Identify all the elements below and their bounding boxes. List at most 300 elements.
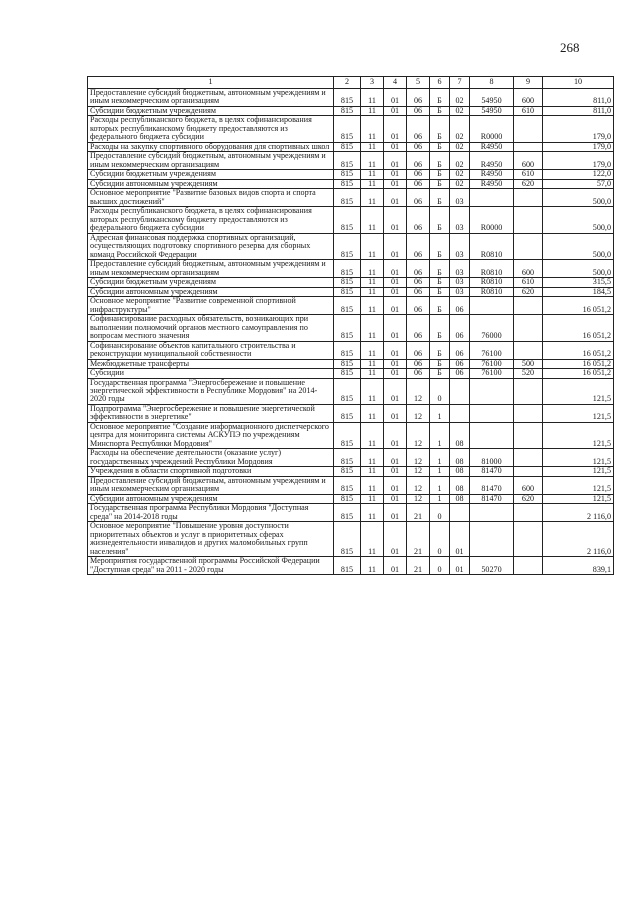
table-row xyxy=(88,369,614,378)
subsection-code-cell: 01 xyxy=(384,494,407,503)
direction-code-cell xyxy=(470,504,514,522)
activity-code-cell: 02 xyxy=(450,152,470,170)
subprogram-code-cell: Б xyxy=(430,89,450,107)
program-code-cell: 06 xyxy=(407,116,430,142)
program-code-cell: 06 xyxy=(407,341,430,359)
direction-code-cell: 50270 xyxy=(470,557,514,575)
direction-code-cell: R0810 xyxy=(470,287,514,296)
program-code-cell: 06 xyxy=(407,297,430,315)
activity-code-cell: 03 xyxy=(450,189,470,207)
budget-table xyxy=(87,76,614,575)
subprogram-code-cell: 1 xyxy=(430,476,450,494)
item-name-cell: Мероприятия государственной программы Российской Федерации "Доступная среда" на 2011 - 2020 годы xyxy=(88,557,334,575)
amount-cell: 16 051,2 xyxy=(543,297,614,315)
program-code-cell: 21 xyxy=(407,504,430,522)
direction-code-cell: 54950 xyxy=(470,106,514,115)
program-code-cell: 12 xyxy=(407,467,430,476)
table-row xyxy=(88,522,614,557)
item-name-cell: Софинансирование расходных обязательств, возникающих при выполнении полномочий органов местного самоуправления по вопросам местного значения xyxy=(88,315,334,341)
ministry-code-cell: 815 xyxy=(334,449,361,467)
expense-type-code-cell xyxy=(514,422,543,448)
subsection-code-cell: 01 xyxy=(384,341,407,359)
subprogram-code-cell: Б xyxy=(430,233,450,259)
ministry-code-cell: 815 xyxy=(334,89,361,107)
expense-type-code-cell: 600 xyxy=(514,260,543,278)
program-code-cell: 06 xyxy=(407,207,430,233)
amount-cell: 121,5 xyxy=(543,449,614,467)
subsection-code-cell: 01 xyxy=(384,297,407,315)
program-code-cell: 21 xyxy=(407,557,430,575)
ministry-code-cell: 815 xyxy=(334,494,361,503)
amount-cell: 839,1 xyxy=(543,557,614,575)
table-row xyxy=(88,142,614,151)
table-row xyxy=(88,449,614,467)
table-row xyxy=(88,494,614,503)
subsection-code-cell: 01 xyxy=(384,189,407,207)
item-name-cell: Предоставление субсидий бюджетным, автономным учреждениям и иным некоммерческим организациям xyxy=(88,89,334,107)
ministry-code-cell: 815 xyxy=(334,233,361,259)
item-name-cell: Субсидии бюджетным учреждениям xyxy=(88,278,334,287)
expense-type-code-cell: 620 xyxy=(514,179,543,188)
item-name-cell: Софинансирование объектов капитального строительства и реконструкции муниципальной собственности xyxy=(88,341,334,359)
activity-code-cell: 03 xyxy=(450,287,470,296)
activity-code-cell: 02 xyxy=(450,106,470,115)
item-name-cell: Основное мероприятие "Развитие современной спортивной инфраструктуры" xyxy=(88,297,334,315)
amount-cell: 2 116,0 xyxy=(543,522,614,557)
direction-code-cell: 76000 xyxy=(470,315,514,341)
direction-code-cell xyxy=(470,378,514,404)
program-code-cell: 06 xyxy=(407,170,430,179)
item-name-cell: Субсидии бюджетным учреждениям xyxy=(88,170,334,179)
program-code-cell: 06 xyxy=(407,142,430,151)
table-row xyxy=(88,179,614,188)
subprogram-code-cell: Б xyxy=(430,260,450,278)
item-name-cell: Предоставление субсидий бюджетным, автономным учреждениям и иным некоммерческим организациям xyxy=(88,152,334,170)
column-header: 7 xyxy=(450,77,470,89)
activity-code-cell: 08 xyxy=(450,467,470,476)
direction-code-cell: 81470 xyxy=(470,476,514,494)
activity-code-cell: 01 xyxy=(450,522,470,557)
amount-cell: 500,0 xyxy=(543,207,614,233)
subsection-code-cell: 01 xyxy=(384,369,407,378)
amount-cell: 121,5 xyxy=(543,476,614,494)
direction-code-cell: R0810 xyxy=(470,233,514,259)
table-row xyxy=(88,287,614,296)
ministry-code-cell: 815 xyxy=(334,278,361,287)
column-header: 1 xyxy=(88,77,334,89)
item-name-cell: Подпрограмма "Энергосбережение и повышение энергетической эффективности в энергетике" xyxy=(88,404,334,422)
section-code-cell: 11 xyxy=(361,106,384,115)
activity-code-cell xyxy=(450,378,470,404)
expense-type-code-cell xyxy=(514,404,543,422)
subprogram-code-cell: 1 xyxy=(430,494,450,503)
section-code-cell: 11 xyxy=(361,278,384,287)
table-row xyxy=(88,422,614,448)
table-row xyxy=(88,106,614,115)
direction-code-cell: 81000 xyxy=(470,449,514,467)
table-row xyxy=(88,207,614,233)
item-name-cell: Субсидии автономным учреждениям xyxy=(88,287,334,296)
direction-code-cell: 76100 xyxy=(470,359,514,368)
amount-cell: 179,0 xyxy=(543,142,614,151)
column-header: 10 xyxy=(543,77,614,89)
direction-code-cell xyxy=(470,297,514,315)
activity-code-cell: 03 xyxy=(450,260,470,278)
program-code-cell: 06 xyxy=(407,106,430,115)
activity-code-cell: 08 xyxy=(450,494,470,503)
expense-type-code-cell: 500 xyxy=(514,359,543,368)
subprogram-code-cell: Б xyxy=(430,287,450,296)
subprogram-code-cell: 0 xyxy=(430,522,450,557)
section-code-cell: 11 xyxy=(361,404,384,422)
activity-code-cell: 06 xyxy=(450,359,470,368)
subsection-code-cell: 01 xyxy=(384,404,407,422)
ministry-code-cell: 815 xyxy=(334,378,361,404)
table-row xyxy=(88,278,614,287)
ministry-code-cell: 815 xyxy=(334,422,361,448)
amount-cell: 57,0 xyxy=(543,179,614,188)
item-name-cell: Основное мероприятие "Повышение уровня доступности приоритетных объектов и услуг в приоритетных сферах жизнедеятельности инвалидов и других маломобильных групп населения" xyxy=(88,522,334,557)
subsection-code-cell: 01 xyxy=(384,467,407,476)
subprogram-code-cell: 1 xyxy=(430,449,450,467)
activity-code-cell: 08 xyxy=(450,422,470,448)
ministry-code-cell: 815 xyxy=(334,359,361,368)
table-row xyxy=(88,476,614,494)
program-code-cell: 06 xyxy=(407,278,430,287)
expense-type-code-cell xyxy=(514,467,543,476)
subprogram-code-cell: 1 xyxy=(430,422,450,448)
item-name-cell: Субсидии xyxy=(88,369,334,378)
direction-code-cell: R0000 xyxy=(470,116,514,142)
expense-type-code-cell xyxy=(514,315,543,341)
amount-cell: 121,5 xyxy=(543,378,614,404)
item-name-cell: Основное мероприятие "Создание информационного диспетчерского центра для мониторинга системы АСКУПЭ по учреждениям Минспорта Республики Мордовия" xyxy=(88,422,334,448)
expense-type-code-cell: 610 xyxy=(514,278,543,287)
item-name-cell: Государственная программа "Энергосбережение и повышение энергетической эффективности в Республике Мордовия" на 2014-2020 годы xyxy=(88,378,334,404)
program-code-cell: 06 xyxy=(407,260,430,278)
program-code-cell: 06 xyxy=(407,89,430,107)
program-code-cell: 06 xyxy=(407,152,430,170)
amount-cell: 121,5 xyxy=(543,422,614,448)
section-code-cell: 11 xyxy=(361,152,384,170)
table-row xyxy=(88,315,614,341)
activity-code-cell: 03 xyxy=(450,278,470,287)
program-code-cell: 06 xyxy=(407,233,430,259)
section-code-cell: 11 xyxy=(361,170,384,179)
section-code-cell: 11 xyxy=(361,207,384,233)
ministry-code-cell: 815 xyxy=(334,106,361,115)
expense-type-code-cell xyxy=(514,504,543,522)
section-code-cell: 11 xyxy=(361,179,384,188)
activity-code-cell: 06 xyxy=(450,297,470,315)
ministry-code-cell: 815 xyxy=(334,341,361,359)
section-code-cell: 11 xyxy=(361,189,384,207)
direction-code-cell: 81470 xyxy=(470,494,514,503)
expense-type-code-cell xyxy=(514,189,543,207)
expense-type-code-cell: 610 xyxy=(514,106,543,115)
item-name-cell: Основное мероприятие "Развитие базовых видов спорта и спорта высших достижений" xyxy=(88,189,334,207)
item-name-cell: Субсидии автономным учреждениям xyxy=(88,494,334,503)
subsection-code-cell: 01 xyxy=(384,378,407,404)
column-header: 5 xyxy=(407,77,430,89)
program-code-cell: 12 xyxy=(407,494,430,503)
item-name-cell: Расходы на обеспечение деятельности (оказание услуг) государственных учреждений Республики Мордовия xyxy=(88,449,334,467)
expense-type-code-cell: 520 xyxy=(514,369,543,378)
direction-code-cell xyxy=(470,422,514,448)
ministry-code-cell: 815 xyxy=(334,189,361,207)
section-code-cell: 11 xyxy=(361,315,384,341)
subprogram-code-cell: 0 xyxy=(430,378,450,404)
subsection-code-cell: 01 xyxy=(384,422,407,448)
section-code-cell: 11 xyxy=(361,359,384,368)
subprogram-code-cell: Б xyxy=(430,359,450,368)
expense-type-code-cell xyxy=(514,297,543,315)
program-code-cell: 12 xyxy=(407,404,430,422)
direction-code-cell: 76100 xyxy=(470,341,514,359)
ministry-code-cell: 815 xyxy=(334,297,361,315)
ministry-code-cell: 815 xyxy=(334,557,361,575)
direction-code-cell xyxy=(470,522,514,557)
amount-cell: 500,0 xyxy=(543,233,614,259)
direction-code-cell xyxy=(470,404,514,422)
table-row xyxy=(88,233,614,259)
direction-code-cell: R0810 xyxy=(470,278,514,287)
amount-cell: 16 051,2 xyxy=(543,341,614,359)
amount-cell: 121,5 xyxy=(543,494,614,503)
section-code-cell: 11 xyxy=(361,378,384,404)
subsection-code-cell: 01 xyxy=(384,233,407,259)
activity-code-cell: 03 xyxy=(450,233,470,259)
table-row xyxy=(88,557,614,575)
ministry-code-cell: 815 xyxy=(334,207,361,233)
subprogram-code-cell: Б xyxy=(430,207,450,233)
amount-cell: 500,0 xyxy=(543,260,614,278)
amount-cell: 16 051,2 xyxy=(543,359,614,368)
subprogram-code-cell: Б xyxy=(430,142,450,151)
amount-cell: 179,0 xyxy=(543,116,614,142)
subsection-code-cell: 01 xyxy=(384,260,407,278)
amount-cell: 16 051,2 xyxy=(543,369,614,378)
program-code-cell: 06 xyxy=(407,369,430,378)
item-name-cell: Расходы на закупку спортивного оборудования для спортивных школ xyxy=(88,142,334,151)
column-header: 2 xyxy=(334,77,361,89)
activity-code-cell: 06 xyxy=(450,369,470,378)
header-row xyxy=(88,77,614,89)
subsection-code-cell: 01 xyxy=(384,179,407,188)
direction-code-cell: R4950 xyxy=(470,179,514,188)
table-row xyxy=(88,152,614,170)
section-code-cell: 11 xyxy=(361,522,384,557)
expense-type-code-cell: 600 xyxy=(514,152,543,170)
subsection-code-cell: 01 xyxy=(384,207,407,233)
table-row xyxy=(88,170,614,179)
subprogram-code-cell: Б xyxy=(430,341,450,359)
item-name-cell: Межбюджетные трансферты xyxy=(88,359,334,368)
subprogram-code-cell: Б xyxy=(430,170,450,179)
activity-code-cell: 03 xyxy=(450,207,470,233)
activity-code-cell: 02 xyxy=(450,170,470,179)
subsection-code-cell: 01 xyxy=(384,504,407,522)
section-code-cell: 11 xyxy=(361,504,384,522)
expense-type-code-cell xyxy=(514,233,543,259)
program-code-cell: 06 xyxy=(407,189,430,207)
item-name-cell: Государственная программа Республики Мордовия "Доступная среда" на 2014-2018 годы xyxy=(88,504,334,522)
program-code-cell: 06 xyxy=(407,287,430,296)
subsection-code-cell: 01 xyxy=(384,522,407,557)
table-row xyxy=(88,89,614,107)
subprogram-code-cell: Б xyxy=(430,278,450,287)
subsection-code-cell: 01 xyxy=(384,142,407,151)
subsection-code-cell: 01 xyxy=(384,278,407,287)
program-code-cell: 12 xyxy=(407,449,430,467)
activity-code-cell xyxy=(450,504,470,522)
section-code-cell: 11 xyxy=(361,494,384,503)
ministry-code-cell: 815 xyxy=(334,170,361,179)
table-row xyxy=(88,116,614,142)
page-number: 268 xyxy=(560,40,580,55)
direction-code-cell xyxy=(470,189,514,207)
ministry-code-cell: 815 xyxy=(334,404,361,422)
table-row xyxy=(88,467,614,476)
table-row xyxy=(88,189,614,207)
direction-code-cell: R4950 xyxy=(470,142,514,151)
ministry-code-cell: 815 xyxy=(334,152,361,170)
expense-type-code-cell xyxy=(514,116,543,142)
section-code-cell: 11 xyxy=(361,142,384,151)
activity-code-cell: 02 xyxy=(450,142,470,151)
subprogram-code-cell: 1 xyxy=(430,467,450,476)
ministry-code-cell: 815 xyxy=(334,142,361,151)
direction-code-cell: 54950 xyxy=(470,89,514,107)
section-code-cell: 11 xyxy=(361,297,384,315)
subprogram-code-cell: Б xyxy=(430,315,450,341)
column-header: 6 xyxy=(430,77,450,89)
direction-code-cell: R4950 xyxy=(470,152,514,170)
subsection-code-cell: 01 xyxy=(384,557,407,575)
table-row xyxy=(88,297,614,315)
ministry-code-cell: 815 xyxy=(334,369,361,378)
subprogram-code-cell: Б xyxy=(430,297,450,315)
section-code-cell: 11 xyxy=(361,476,384,494)
subprogram-code-cell: Б xyxy=(430,116,450,142)
item-name-cell: Субсидии автономным учреждениям xyxy=(88,179,334,188)
expense-type-code-cell: 600 xyxy=(514,476,543,494)
subsection-code-cell: 01 xyxy=(384,116,407,142)
program-code-cell: 12 xyxy=(407,378,430,404)
item-name-cell: Предоставление субсидий бюджетным, автономным учреждениям и иным некоммерческим организациям xyxy=(88,260,334,278)
amount-cell: 121,5 xyxy=(543,404,614,422)
program-code-cell: 06 xyxy=(407,359,430,368)
item-name-cell: Расходы республиканского бюджета, в целях софинансирования которых республиканскому бюджету предоставляются из федерального бюджета субсидии xyxy=(88,116,334,142)
table-row xyxy=(88,404,614,422)
ministry-code-cell: 815 xyxy=(334,504,361,522)
subsection-code-cell: 01 xyxy=(384,315,407,341)
ministry-code-cell: 815 xyxy=(334,116,361,142)
activity-code-cell xyxy=(450,404,470,422)
activity-code-cell: 06 xyxy=(450,315,470,341)
section-code-cell: 11 xyxy=(361,341,384,359)
amount-cell: 16 051,2 xyxy=(543,315,614,341)
amount-cell: 184,5 xyxy=(543,287,614,296)
program-code-cell: 12 xyxy=(407,476,430,494)
item-name-cell: Учреждения в области спортивной подготовки xyxy=(88,467,334,476)
amount-cell: 315,5 xyxy=(543,278,614,287)
activity-code-cell: 02 xyxy=(450,89,470,107)
expense-type-code-cell xyxy=(514,207,543,233)
section-code-cell: 11 xyxy=(361,557,384,575)
ministry-code-cell: 815 xyxy=(334,287,361,296)
expense-type-code-cell: 620 xyxy=(514,494,543,503)
amount-cell: 811,0 xyxy=(543,106,614,115)
ministry-code-cell: 815 xyxy=(334,467,361,476)
program-code-cell: 06 xyxy=(407,179,430,188)
section-code-cell: 11 xyxy=(361,89,384,107)
column-header: 4 xyxy=(384,77,407,89)
program-code-cell: 12 xyxy=(407,422,430,448)
subsection-code-cell: 01 xyxy=(384,170,407,179)
subprogram-code-cell: Б xyxy=(430,369,450,378)
subsection-code-cell: 01 xyxy=(384,89,407,107)
subsection-code-cell: 01 xyxy=(384,287,407,296)
section-code-cell: 11 xyxy=(361,467,384,476)
ministry-code-cell: 815 xyxy=(334,315,361,341)
ministry-code-cell: 815 xyxy=(334,522,361,557)
subprogram-code-cell: Б xyxy=(430,189,450,207)
subsection-code-cell: 01 xyxy=(384,152,407,170)
item-name-cell: Предоставление субсидий бюджетным, автономным учреждениям и иным некоммерческим организациям xyxy=(88,476,334,494)
item-name-cell: Субсидии бюджетным учреждениям xyxy=(88,106,334,115)
expense-type-code-cell xyxy=(514,378,543,404)
section-code-cell: 11 xyxy=(361,422,384,448)
table-body xyxy=(88,89,614,575)
ministry-code-cell: 815 xyxy=(334,260,361,278)
amount-cell: 500,0 xyxy=(543,189,614,207)
ministry-code-cell: 815 xyxy=(334,179,361,188)
subprogram-code-cell: Б xyxy=(430,106,450,115)
table-row xyxy=(88,378,614,404)
expense-type-code-cell xyxy=(514,341,543,359)
subsection-code-cell: 01 xyxy=(384,359,407,368)
subsection-code-cell: 01 xyxy=(384,106,407,115)
activity-code-cell: 08 xyxy=(450,476,470,494)
table-row xyxy=(88,359,614,368)
section-code-cell: 11 xyxy=(361,369,384,378)
expense-type-code-cell: 600 xyxy=(514,89,543,107)
table-row xyxy=(88,260,614,278)
amount-cell: 179,0 xyxy=(543,152,614,170)
ministry-code-cell: 815 xyxy=(334,476,361,494)
column-header: 9 xyxy=(514,77,543,89)
activity-code-cell: 01 xyxy=(450,557,470,575)
activity-code-cell: 06 xyxy=(450,341,470,359)
activity-code-cell: 08 xyxy=(450,449,470,467)
expense-type-code-cell xyxy=(514,449,543,467)
section-code-cell: 11 xyxy=(361,233,384,259)
subprogram-code-cell: 0 xyxy=(430,504,450,522)
expense-type-code-cell xyxy=(514,557,543,575)
subprogram-code-cell: Б xyxy=(430,152,450,170)
activity-code-cell: 02 xyxy=(450,116,470,142)
table-row xyxy=(88,341,614,359)
expense-type-code-cell: 610 xyxy=(514,170,543,179)
amount-cell: 121,5 xyxy=(543,467,614,476)
subsection-code-cell: 01 xyxy=(384,476,407,494)
expense-type-code-cell: 620 xyxy=(514,287,543,296)
item-name-cell: Расходы республиканского бюджета, в целях софинансирования которых республиканскому бюджету предоставляются из федерального бюджета субсидии xyxy=(88,207,334,233)
direction-code-cell: 76100 xyxy=(470,369,514,378)
subprogram-code-cell: 0 xyxy=(430,557,450,575)
section-code-cell: 11 xyxy=(361,116,384,142)
